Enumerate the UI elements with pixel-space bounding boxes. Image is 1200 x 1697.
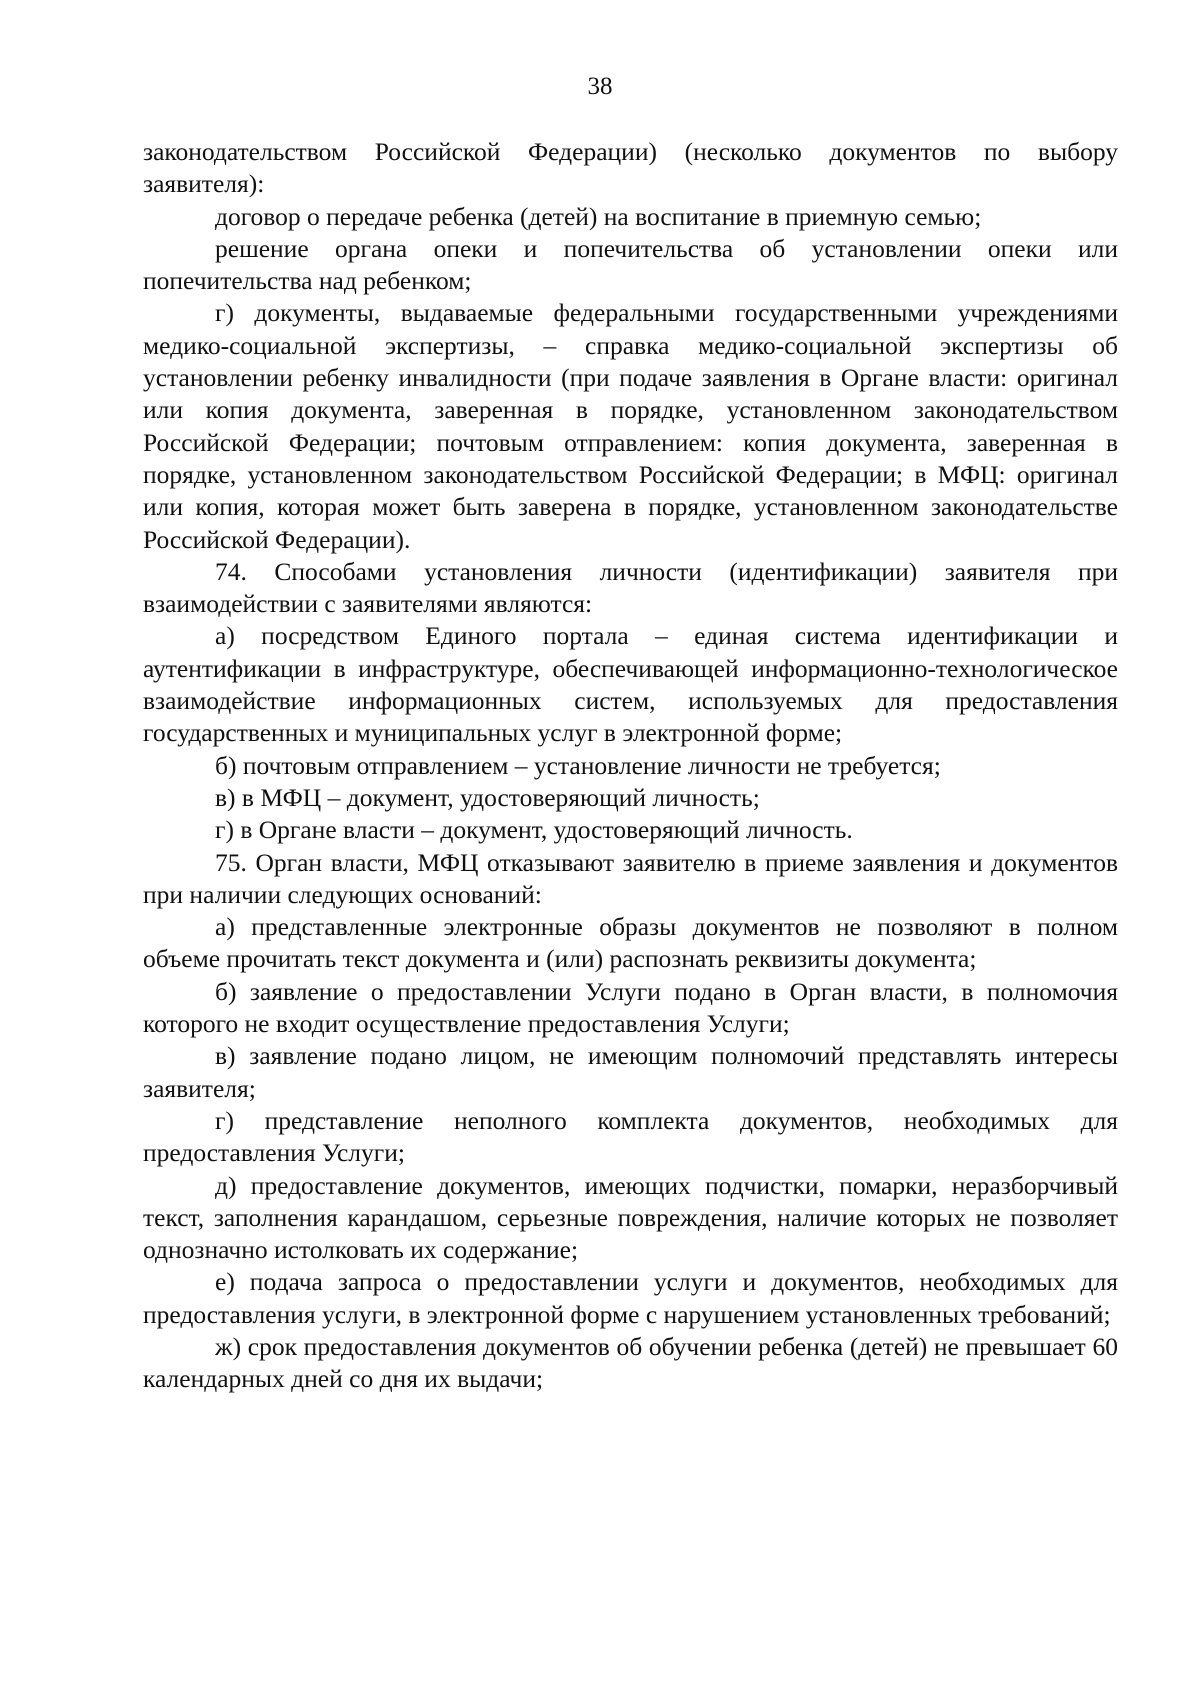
paragraph: е) подача запроса о предоставлении услуги и документов, необходимых для предоставления услуги, в электронной форме с нарушением установленных требований;	[143, 1267, 1118, 1329]
paragraph: а) посредством Единого портала – единая система идентификации и аутентификации в инфраструктуре, обеспечивающей информационно-технологическое взаимодействие информационных систем, используемых для предоставления государственных и муниципальных услуг в электронной форме;	[143, 621, 1118, 748]
paragraph: 75. Орган власти, МФЦ отказывают заявителю в приеме заявления и документов при наличии следующих оснований:	[143, 847, 1118, 909]
paragraph: законодательством Российской Федерации) (несколько документов по выбору заявителя):	[143, 137, 1118, 199]
paragraph: б) почтовым отправлением – установление личности не требуется;	[215, 750, 941, 780]
paragraph: а) представленные электронные образы документов не позволяют в полном объеме прочитать текст документа и (или) распознать реквизиты документа;	[143, 912, 1118, 974]
paragraph: решение органа опеки и попечительства об установлении опеки или попечительства над ребенком;	[143, 233, 1118, 296]
paragraph: г) документы, выдаваемые федеральными государственными учреждениями медико-социальной экспертизы, – справка медико-социальной экспертизы об установлении ребенку инвалидности (при подаче заявления в Органе власти: оригинал или копия документа, заверенная в порядке, установленном законодательством Российской Федерации; почтовым отправлением: копия документа, заверенная в порядке, установленном законодательством Российской Федерации; в МФЦ: оригинал или копия, которая может быть заверена в порядке, установленном законодательстве Российской Федерации).	[143, 298, 1118, 554]
paragraph: г) представление неполного комплекта документов, необходимых для предоставления Услуги;	[143, 1105, 1118, 1168]
paragraph: в) заявление подано лицом, не имеющим полномочий представлять интересы заявителя;	[143, 1041, 1118, 1103]
paragraph: ж) срок предоставления документов об обучении ребенка (детей) не превышает 60 календарных дней со дня их выдачи;	[143, 1331, 1118, 1394]
paragraph: б) заявление о предоставлении Услуги подано в Орган власти, в полномочия которого не входит осуществление предоставления Услуги;	[143, 976, 1118, 1039]
paragraph: д) предоставление документов, имеющих подчистки, помарки, неразборчивый текст, заполнения карандашом, серьезные повреждения, наличие которых не позволяет однозначно истолковать их содержание;	[143, 1170, 1118, 1265]
paragraph: 74. Способами установления личности (идентификации) заявителя при взаимодействии с заявителями являются:	[143, 556, 1118, 619]
paragraph: договор о передаче ребенка (детей) на воспитание в приемную семью;	[215, 201, 982, 231]
page-number: 38	[587, 73, 613, 100]
paragraph: в) в МФЦ – документ, удостоверяющий личность;	[215, 782, 760, 812]
paragraph: г) в Органе власти – документ, удостоверяющий личность.	[215, 815, 853, 845]
document-body	[143, 136, 1118, 1396]
